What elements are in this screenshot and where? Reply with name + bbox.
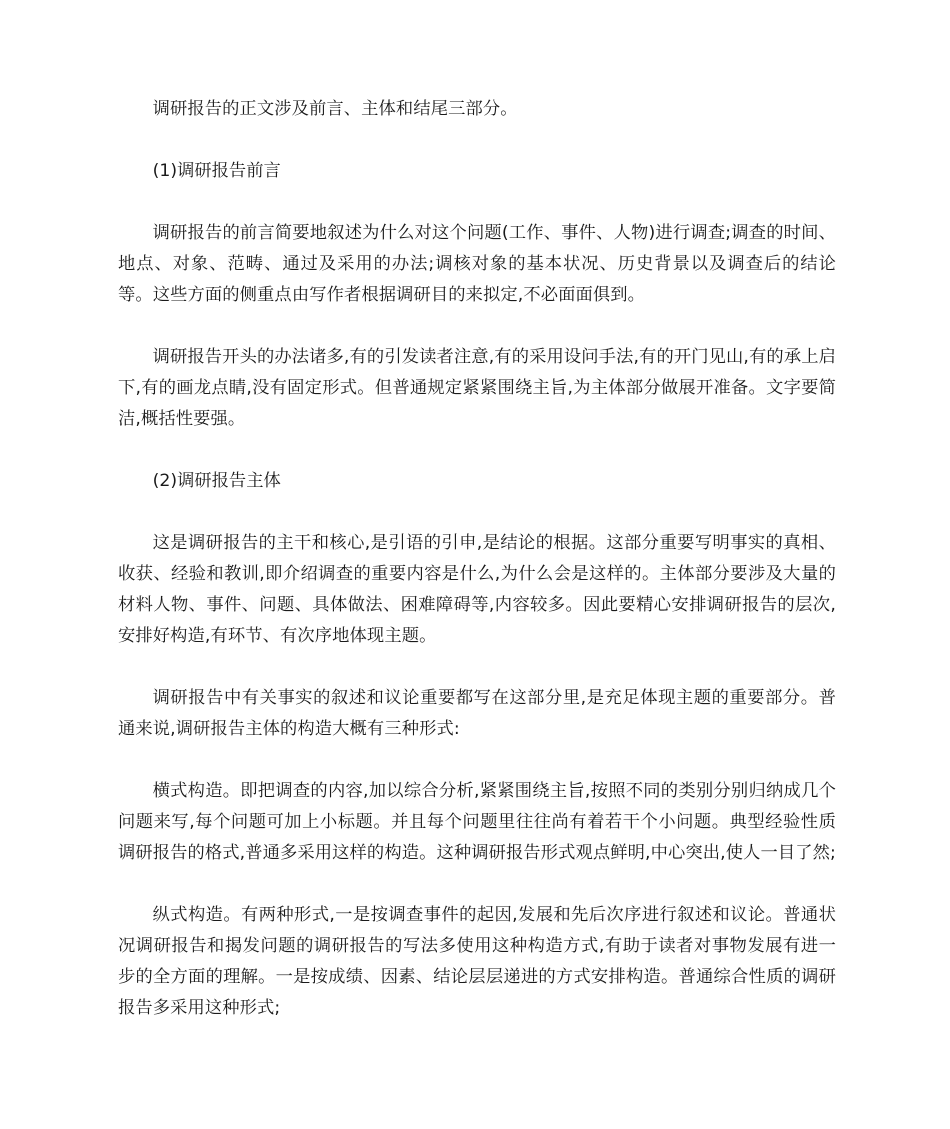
spacer xyxy=(118,187,836,218)
spacer xyxy=(118,497,836,528)
section-heading-preface: (1)调研报告前言 xyxy=(152,161,281,181)
spacer xyxy=(118,652,836,683)
body-paragraph-2: 调研报告中有关事实的叙述和议论重要都写在这部分里,是充足体现主题的重要部分。普通来说,调研报告主体的构造大概有三种形式: xyxy=(118,688,836,739)
intro-paragraph: 调研报告的正文涉及前言、主体和结尾三部分。 xyxy=(152,99,518,119)
body-paragraph-4: 纵式构造。有两种形式,一是按调查事件的起因,发展和先后次序进行叙述和议论。普通状况调研报告和揭发问题的调研报告的写法多使用这种构造方式,有助于读者对事物发展有进一步的全方面的理解。一是按成绩、因素、结论层层递进的方式安排构造。普通综合性质的调研报告多采用这种形式; xyxy=(118,905,836,1018)
spacer xyxy=(118,869,836,900)
spacer xyxy=(118,745,836,776)
preface-paragraph-1: 调研报告的前言简要地叙述为什么对这个问题(工作、事件、人物)进行调查;调查的时间、地点、对象、范畴、通过及采用的办法;调核对象的基本状况、历史背景以及调查后的结论等。这些方面的侧重点由写作者根据调研目的来拟定,不必面面俱到。 xyxy=(118,223,836,305)
section-heading-body: (2)调研报告主体 xyxy=(152,471,281,491)
spacer xyxy=(118,435,836,466)
document-page xyxy=(118,94,836,1024)
spacer xyxy=(118,125,836,156)
preface-paragraph-2: 调研报告开头的办法诸多,有的引发读者注意,有的采用设问手法,有的开门见山,有的承上启下,有的画龙点睛,没有固定形式。但普通规定紧紧围绕主旨,为主体部分做展开准备。文字要简洁,概括性要强。 xyxy=(118,347,836,429)
spacer xyxy=(118,311,836,342)
body-paragraph-1: 这是调研报告的主干和核心,是引语的引申,是结论的根据。这部分重要写明事实的真相、收获、经验和教训,即介绍调查的重要内容是什么,为什么会是这样的。主体部分要涉及大量的材料人物、事件、问题、具体做法、困难障碍等,内容较多。因此要精心安排调研报告的层次,安排好构造,有环节、有次序地体现主题。 xyxy=(118,533,836,646)
body-paragraph-3: 横式构造。即把调查的内容,加以综合分析,紧紧围绕主旨,按照不同的类别分别归纳成几个问题来写,每个问题可加上小标题。并且每个问题里往往尚有着若干个小问题。典型经验性质调研报告的格式,普通多采用这样的构造。这种调研报告形式观点鲜明,中心突出,使人一目了然; xyxy=(118,781,836,863)
